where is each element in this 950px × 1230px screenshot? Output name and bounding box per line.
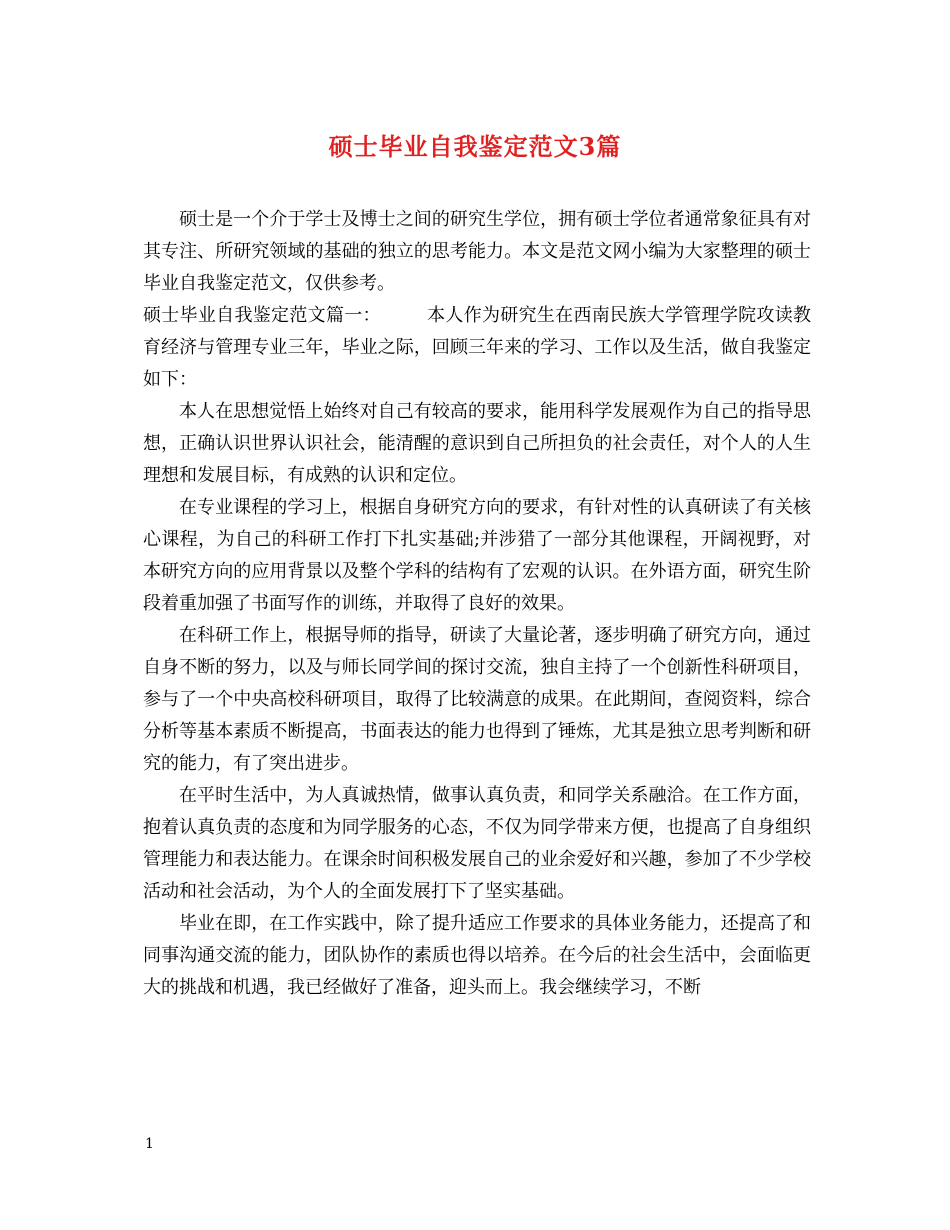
section-paragraph	[143, 300, 811, 396]
intro-paragraph: 硕士是一个介于学士及博士之间的研究生学位，拥有硕士学位者通常象征具有对其专注、所研究领域的基础的独立的思考能力。本文是范文网小编为大家整理的硕士毕业自我鉴定范文，仅供参考。	[143, 209, 811, 294]
page-number: 1	[145, 1136, 154, 1152]
document-body	[143, 204, 811, 1004]
body-paragraph: 毕业在即，在工作实践中，除了提升适应工作要求的具体业务能力，还提高了和同事沟通交流的能力，团队协作的素质也得以培养。在今后的社会生活中，会面临更大的挑战和机遇，我已经做好了准备，迎头而上。我会继续学习，不断	[143, 913, 811, 998]
document-title: 硕士毕业自我鉴定范文3篇	[328, 132, 622, 161]
body-paragraph: 本人在思想觉悟上始终对自己有较高的要求，能用科学发展观作为自己的指导思想，正确认识世界认识社会，能清醒的意识到自己所担负的社会责任，对个人的人生理想和发展目标，有成熟的认识和定位。	[143, 401, 811, 486]
section-lead: 本人作为研究生在西南民族大学管理学院攻读教育经济与管理专业三年，毕业之际，回顾三年来的学习、工作以及生活，做自我鉴定如下：	[143, 305, 812, 390]
section-heading: 硕士毕业自我鉴定范文篇一：	[143, 305, 381, 326]
body-paragraph: 在平时生活中，为人真诚热情，做事认真负责，和同学关系融洽。在工作方面，抱着认真负责的态度和为同学服务的心态，不仅为同学带来方便，也提高了自身组织管理能力和表达能力。在课余时间积极发展自己的业余爱好和兴趣，参加了不少学校活动和社会活动，为个人的全面发展打下了坚实基础。	[143, 785, 811, 902]
body-paragraph: 在专业课程的学习上，根据自身研究方向的要求，有针对性的认真研读了有关核心课程，为自己的科研工作打下扎实基础;并涉猎了一部分其他课程，开阔视野，对本研究方向的应用背景以及整个学科的结构有了宏观的认识。在外语方面，研究生阶段着重加强了书面写作的训练，并取得了良好的效果。	[143, 497, 811, 614]
body-paragraph: 在科研工作上，根据导师的指导，研读了大量论著，逐步明确了研究方向，通过自身不断的努力，以及与师长同学间的探讨交流，独自主持了一个创新性科研项目，参与了一个中央高校科研项目，取得了比较满意的成果。在此期间，查阅资料，综合分析等基本素质不断提高，书面表达的能力也得到了锤炼，尤其是独立思考判断和研究的能力，有了突出进步。	[143, 625, 811, 774]
